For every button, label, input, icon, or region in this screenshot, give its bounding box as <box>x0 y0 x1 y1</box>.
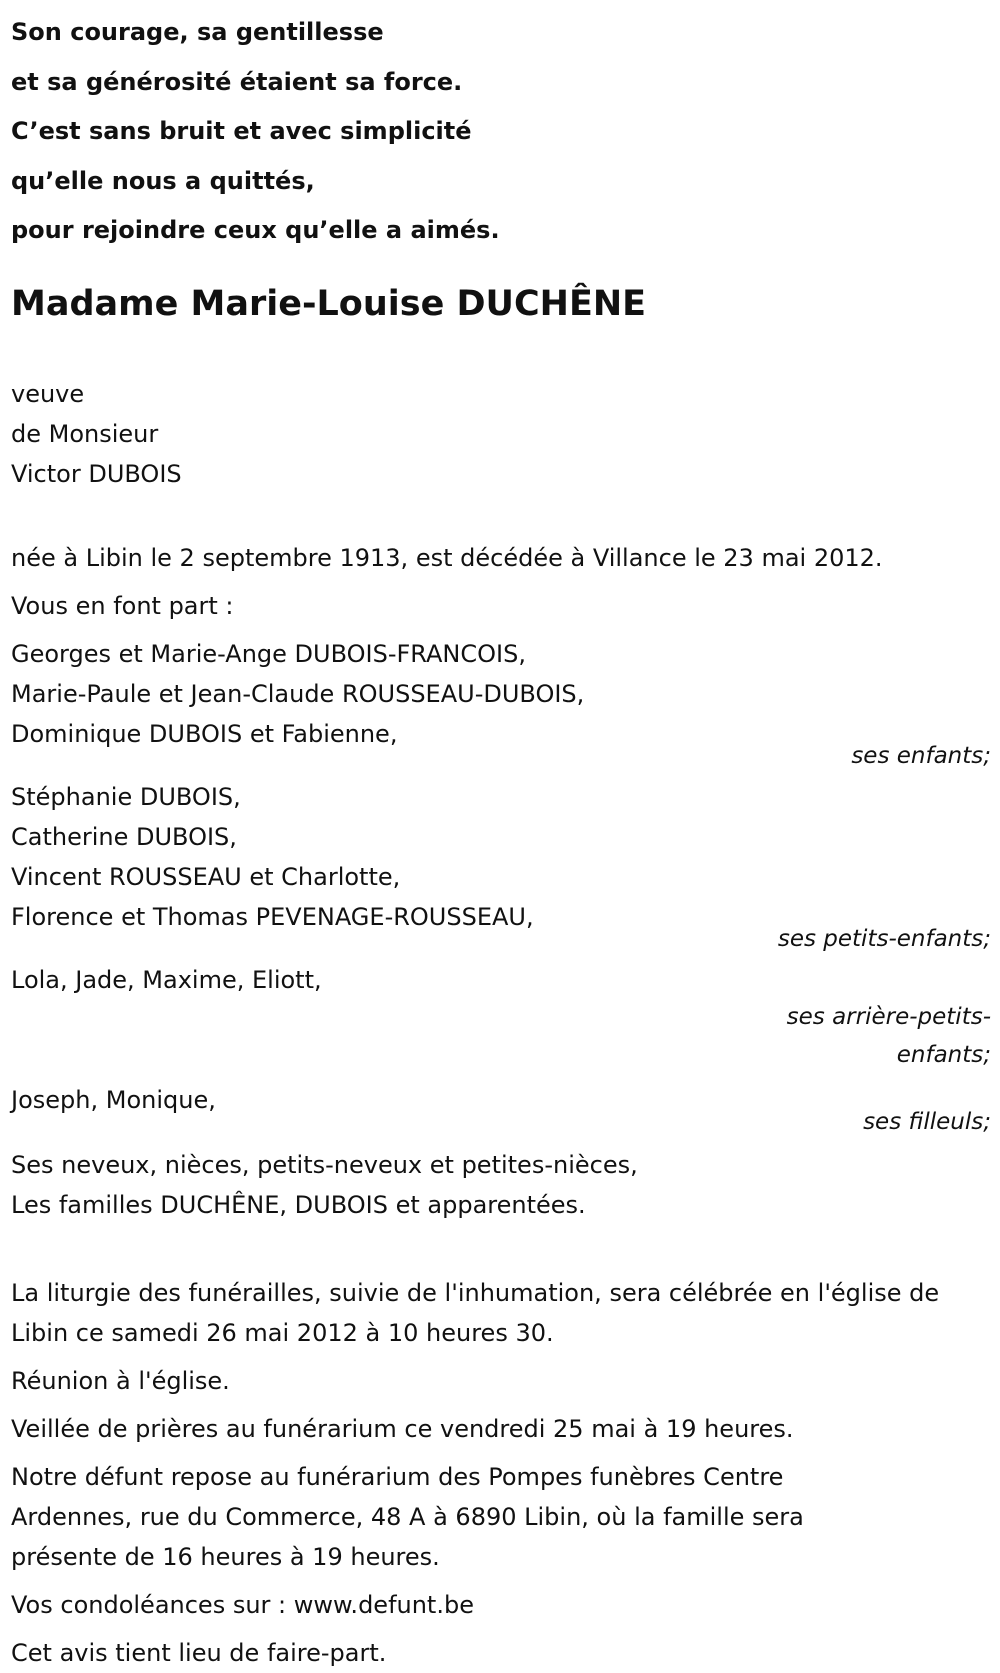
widow-of <box>11 374 991 494</box>
children-name: Georges et Marie-Ange DUBOIS-FRANCOIS, <box>11 639 526 668</box>
announce-line: Vous en font part : <box>11 591 234 620</box>
repose-info: Notre défunt repose au funérarium des Pompes funèbres Centre Ardennes, rue du Commerce, 48 A à 6890 Libin, où la famille sera présente de 16 heures à 19 heures. <box>11 1462 804 1571</box>
children-name: Dominique DUBOIS et Fabienne, <box>11 719 398 748</box>
liturgy-info: La liturgie des funérailles, suivie de l'inhumation, sera célébrée en l'église de Libin ce samedi 26 mai 2012 à 10 heures 30. <box>11 1278 940 1347</box>
widow-line: Victor DUBOIS <box>11 459 182 488</box>
grandchildren-name: Florence et Thomas PEVENAGE-ROUSSEAU, <box>11 902 534 931</box>
poem <box>11 8 991 256</box>
widow-line: de Monsieur <box>11 419 159 448</box>
poem-line: Son courage, sa gentillesse <box>11 18 384 46</box>
meeting-info: Réunion à l'église. <box>11 1366 230 1395</box>
family-line: Les familles DUCHÊNE, DUBOIS et apparentées. <box>11 1190 586 1219</box>
poem-line: qu’elle nous a quittés, <box>11 166 315 195</box>
extended-family <box>11 1145 991 1225</box>
children-name: Marie-Paule et Jean-Claude ROUSSEAU-DUBOIS, <box>11 679 585 708</box>
great-grandchildren-relation-line2: enfants; <box>896 1041 991 1068</box>
poem-line: C’est sans bruit et avec simplicité <box>11 117 472 145</box>
great-grandchildren-name: Lola, Jade, Maxime, Eliott, <box>11 965 322 994</box>
widow-line: veuve <box>11 379 85 408</box>
poem-line: et sa générosité étaient sa force. <box>11 67 463 96</box>
great-grandchildren-group <box>11 960 991 1074</box>
grandchildren-relation: ses petits-enfants; <box>777 925 991 952</box>
grandchildren-name: Vincent ROUSSEAU et Charlotte, <box>11 862 401 891</box>
grandchildren-name: Stéphanie DUBOIS, <box>11 782 241 811</box>
notice-info: Cet avis tient lieu de faire-part. <box>11 1638 387 1667</box>
godchildren-group <box>11 1080 991 1141</box>
obituary-notice <box>11 0 991 1673</box>
condolences-info: Vos condoléances sur : www.defunt.be <box>11 1590 474 1619</box>
deceased-name: Madame Marie-Louise DUCHÊNE <box>11 283 647 324</box>
poem-line: pour rejoindre ceux qu’elle a aimés. <box>11 216 500 244</box>
children-group <box>11 634 991 775</box>
family-line: Ses neveux, nièces, petits-neveux et petites-nièces, <box>11 1150 638 1179</box>
grandchildren-name: Catherine DUBOIS, <box>11 822 237 851</box>
vigil-info: Veillée de prières au funérarium ce vendredi 25 mai à 19 heures. <box>11 1414 794 1443</box>
godchildren-relation: ses filleuls; <box>863 1108 991 1135</box>
great-grandchildren-relation-line1: ses arrière-petits- <box>786 1003 991 1030</box>
children-relation: ses enfants; <box>851 742 991 769</box>
godchildren-name: Joseph, Monique, <box>11 1085 216 1114</box>
grandchildren-group <box>11 777 991 958</box>
birth-death-statement: née à Libin le 2 septembre 1913, est décédée à Villance le 23 mai 2012. <box>11 543 883 572</box>
